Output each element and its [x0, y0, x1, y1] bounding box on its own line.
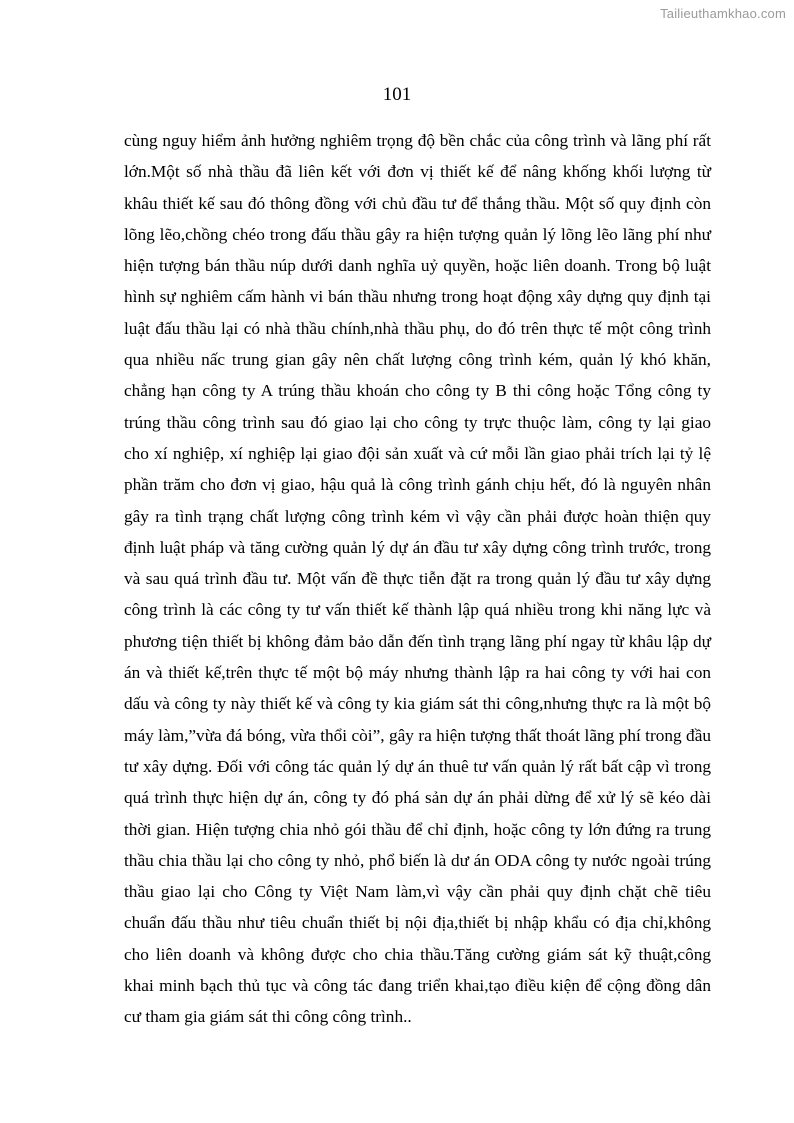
- text-line: cùng nguy hiểm ảnh hưởng nghiêm trọng độ bền chắc của công trình và lãng phí rất: [124, 131, 711, 150]
- text-line: khai minh bạch thủ tục và công tác đang triển khai,tạo điều kiện để cộng đồng dân: [124, 976, 711, 996]
- text-line: cư tham gia giám sát thi công công trình..: [124, 1007, 412, 1027]
- text-line: dấu và công ty này thiết kế và công ty kia giám sát thi công,nhưng thực ra là một bộ: [124, 694, 711, 714]
- text-line: hiện tượng bán thầu núp dưới danh nghĩa uỷ quyền, hoặc liên doanh. Trong bộ luật: [124, 256, 711, 276]
- text-line: lớn.Một số nhà thầu đã liên kết với đơn vị thiết kế để nâng khống khối lượng từ: [124, 162, 711, 182]
- text-line: phần trăm cho đơn vị giao, hậu quả là công trình gánh chịu hết, đó là nguyên nhân: [124, 475, 711, 495]
- text-line: cho liên doanh và không được cho chia thầu.Tăng cường giám sát kỹ thuật,công: [124, 944, 711, 964]
- text-line: thời gian. Hiện tượng chia nhỏ gói thầu để chỉ định, hoặc công ty lớn đứng ra trung: [124, 819, 711, 839]
- text-line: luật đấu thầu lại có nhà thầu chính,nhà thầu phụ, do đó trên thực tế một công trình: [124, 318, 711, 338]
- text-line: tư xây dựng. Đối với công tác quản lý dự án thuê tư vấn quản lý rất bất cập vì trong: [124, 756, 711, 776]
- text-line: công trình là các công ty tư vấn thiết kế thành lập quá nhiều trong khi năng lực và: [124, 600, 711, 620]
- text-line: thầu giao lại cho Công ty Việt Nam làm,vì vậy cần phải quy định chặt chẽ tiêu: [124, 882, 711, 902]
- text-line: gây ra tình trạng chất lượng công trình kém vì vậy cần phải được hoàn thiện quy: [124, 506, 711, 526]
- body-paragraph: [124, 125, 711, 1033]
- text-line: trúng thầu công trình sau đó giao lại cho công ty trực thuộc làm, công ty lại giao: [124, 412, 711, 432]
- text-line: máy làm,”vừa đá bóng, vừa thổi còi”, gây ra hiện tượng thất thoát lãng phí trong đầu: [124, 725, 711, 745]
- text-line: thầu chia thầu lại cho công ty nhỏ, phổ biến là dư án ODA công ty nước ngoài trúng: [124, 850, 711, 870]
- text-line: chuẩn đấu thầu như tiêu chuẩn thiết bị nội địa,thiết bị nhập khẩu có địa chỉ,không: [124, 913, 711, 933]
- text-line: qua nhiều nấc trung gian gây nên chất lượng công trình kém, quản lý khó khăn,: [124, 350, 711, 370]
- text-line: chẳng hạn công ty A trúng thầu khoán cho công ty B thi công hoặc Tổng công ty: [124, 381, 711, 401]
- text-line: quá trình thực hiện dự án, công ty đó phá sản dự án phải dừng để xử lý sẽ kéo dài: [124, 788, 711, 808]
- text-line: và sau quá trình đầu tư. Một vấn đề thực tiễn đặt ra trong quản lý đầu tư xây dựng: [124, 569, 711, 589]
- text-line: định luật pháp và tăng cường quản lý dự án đầu tư xây dựng công trình trước, trong: [124, 537, 711, 557]
- text-line: khâu thiết kế sau đó thông đồng với chủ đầu tư để thắng thầu. Một số quy định còn: [124, 193, 711, 213]
- text-line: cho xí nghiệp, xí nghiệp lại giao đội sản xuất và cứ mỗi lần giao phải trích lại tỷ lệ: [124, 443, 711, 463]
- page-number: 101: [382, 84, 412, 105]
- text-line: hình sự nghiêm cấm hành vi bán thầu nhưng trong hoạt động xây dựng quy định tại: [124, 287, 711, 307]
- text-line: phương tiện thiết bị không đảm bảo dẫn đến tình trạng lãng phí ngay từ khâu lập dự: [124, 631, 711, 651]
- text-line: án và thiết kế,trên thực tế một bộ máy nhưng thành lập ra hai công ty với hai con: [124, 663, 711, 683]
- text-line: lõng lẽo,chồng chéo trong đấu thầu gây ra hiện tượng quản lý lõng lẽo lãng phí như: [124, 224, 711, 244]
- watermark-text: Tailieuthamkhao.com: [660, 6, 786, 21]
